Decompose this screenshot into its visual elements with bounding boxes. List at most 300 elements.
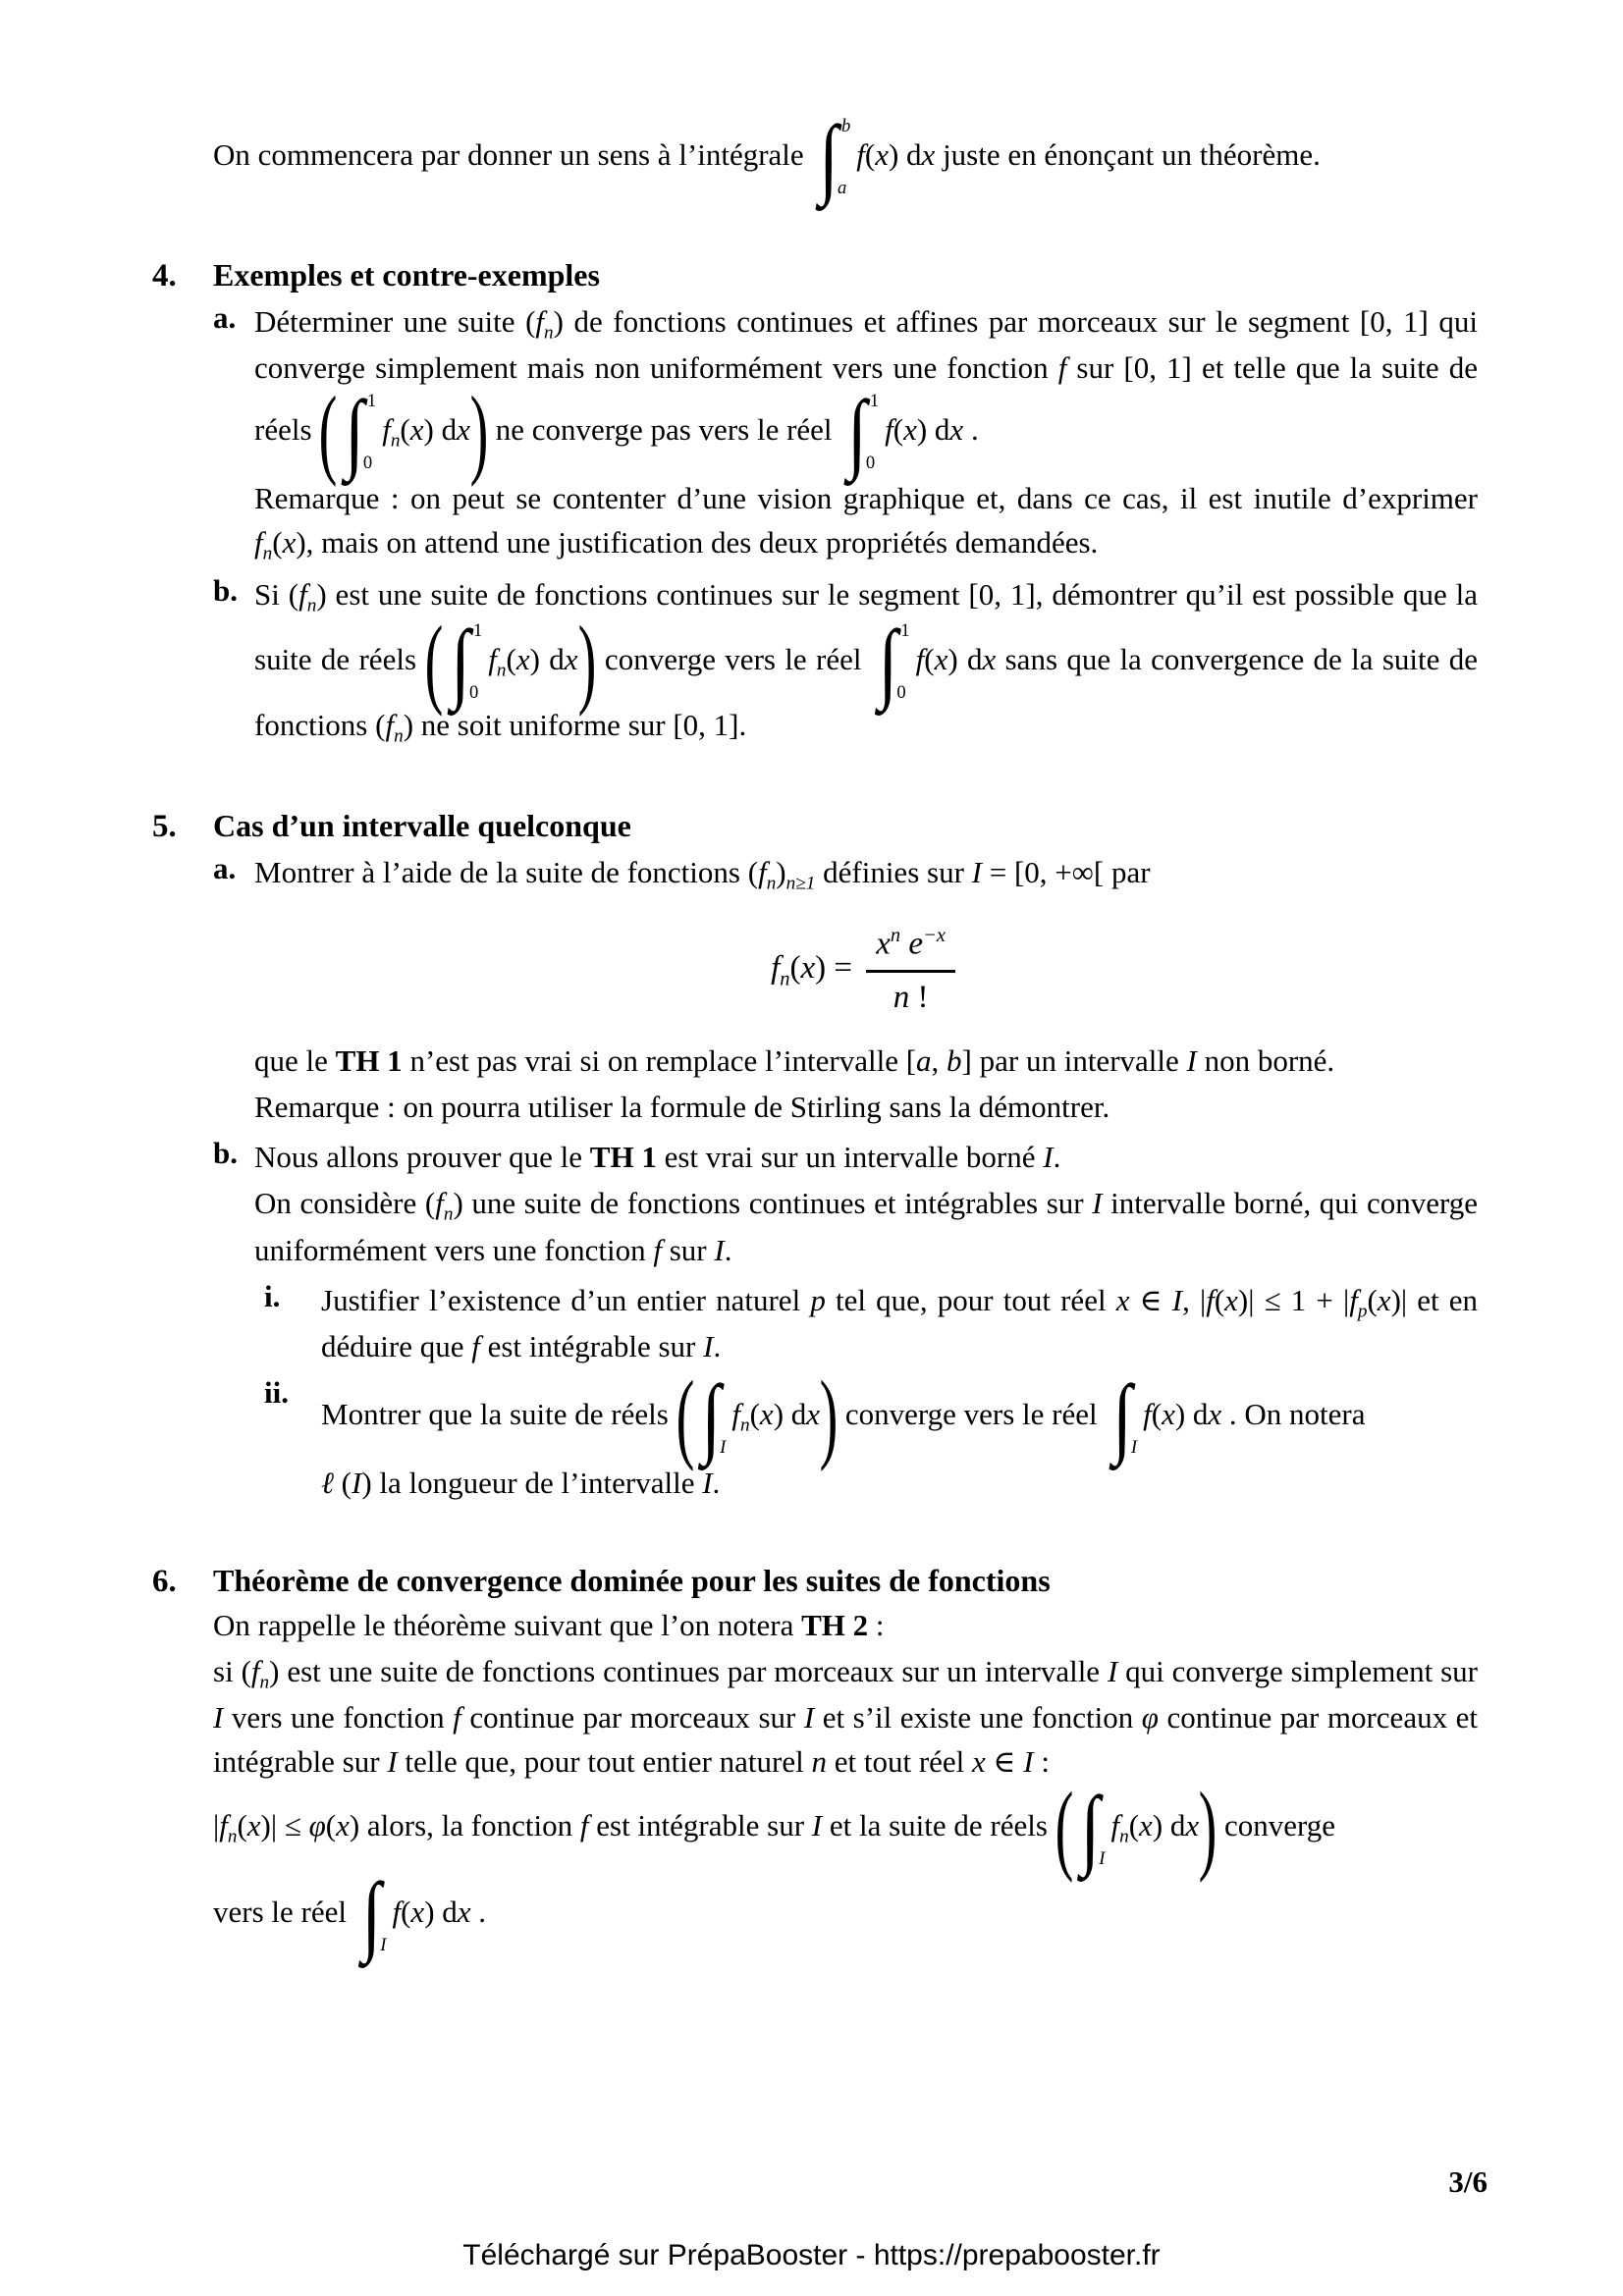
text-run: x: [409, 411, 424, 447]
integral: [878, 612, 910, 712]
text-run: |: [1199, 1282, 1207, 1317]
text-run: n: [893, 979, 910, 1015]
text-run: ): [453, 1186, 463, 1221]
text-run: .: [470, 1894, 487, 1929]
fraction-numerator: [866, 923, 955, 972]
integral-lower-bound: I: [720, 1437, 727, 1459]
text-run: x: [1162, 1397, 1175, 1432]
item-marker: b.: [213, 1136, 238, 1171]
text-run: (: [401, 1894, 411, 1929]
text-run: φ: [308, 1808, 326, 1843]
text-run: converge vers le réel: [838, 1397, 1106, 1432]
text-run: I: [971, 854, 982, 889]
text-run: f: [915, 641, 925, 676]
text-run: x: [336, 1808, 350, 1843]
text-run: I: [1023, 1744, 1034, 1780]
text-run: TH 1: [335, 1043, 403, 1079]
text-run: x: [410, 1894, 425, 1929]
big-paren: ): [819, 1362, 839, 1473]
text-run: (: [237, 1808, 247, 1843]
text-run: On commencera par donner un sens à l’intégrale: [213, 136, 812, 172]
subscript: n: [1119, 1826, 1129, 1847]
text-run: (: [1214, 1282, 1225, 1317]
text-run: définies sur: [815, 854, 972, 889]
section-body: [213, 300, 1478, 751]
text-run: I: [1186, 1043, 1197, 1079]
paragraph: [213, 1864, 1478, 1964]
integral-sign: ∫: [701, 1367, 722, 1468]
text-run: (: [288, 577, 299, 613]
integral-sign: ∫: [847, 383, 867, 483]
text-run: qui converge simplement sur: [1117, 1653, 1478, 1688]
subscript: n: [739, 1415, 750, 1436]
big-paren: (: [676, 1362, 694, 1473]
text-run: :: [868, 1607, 885, 1642]
text-run: (: [333, 1465, 352, 1500]
text-run: I: [213, 1700, 224, 1735]
item-body: [254, 300, 1478, 568]
text-run: [0, 1]: [968, 577, 1036, 613]
text-run: I: [1043, 1140, 1054, 1175]
text-run: ∈: [985, 1744, 1024, 1780]
item-marker: a.: [213, 299, 237, 335]
integral-bounds: [362, 391, 377, 475]
text-run: (: [924, 641, 935, 676]
integral-sign: ∫: [361, 1864, 382, 1964]
text-run: .: [963, 411, 979, 447]
text-run: . On notera: [1221, 1397, 1366, 1432]
integral-upper-bound: b: [840, 116, 851, 136]
integral: [451, 612, 483, 712]
text-run: )|: [1390, 1282, 1408, 1317]
footer-credit: Téléchargé sur PrépaBooster - https://prepabooster.fr: [462, 2239, 1161, 2271]
text-run: ,: [931, 1043, 947, 1079]
integral-sign: ∫: [1112, 1367, 1132, 1468]
text-run: ) =: [815, 950, 861, 987]
text-run: Nous allons prouver que le: [254, 1140, 590, 1175]
text-run: f: [382, 411, 391, 447]
text-run: x: [921, 136, 936, 172]
text-run: x: [1139, 1808, 1153, 1843]
text-run: continue par morceaux et intégrable sur: [213, 1700, 1478, 1780]
text-run: est intégrable sur: [588, 1808, 812, 1843]
integral: [1080, 1779, 1106, 1879]
text-run: Si: [254, 577, 289, 613]
section-title: Cas d’un intervalle quelconque: [213, 807, 631, 843]
text-run: !: [909, 979, 929, 1015]
text-run: f: [471, 1329, 480, 1364]
text-run: (: [325, 1808, 337, 1843]
text-run: ) d: [1152, 1808, 1186, 1843]
text-run: I: [703, 1329, 714, 1364]
text-run: [0, 1]: [673, 708, 739, 743]
text-run: .: [712, 1465, 721, 1500]
paragraph: [213, 1650, 1478, 1785]
integral-lower-bound: 0: [865, 453, 876, 474]
subscript: n: [780, 968, 790, 990]
text-run: (: [749, 1397, 760, 1432]
subscript: n: [262, 543, 273, 564]
integral-lower-bound: 0: [468, 681, 479, 703]
section-body: [213, 851, 1478, 1506]
text-run: )| ≤: [260, 1808, 309, 1843]
text-run: (: [241, 1653, 251, 1688]
paragraph: [254, 477, 1478, 568]
text-run: continue par morceaux sur: [460, 1700, 804, 1735]
display-formula: [254, 923, 1478, 1018]
subscript: n: [443, 1203, 454, 1225]
integral-lower-bound: 0: [896, 681, 906, 703]
big-paren: ): [577, 606, 596, 718]
text-run: x: [800, 950, 816, 987]
text-run: (: [375, 708, 386, 743]
text-run: f: [488, 641, 497, 676]
text-run: ) d: [1174, 1397, 1209, 1432]
fraction: [866, 923, 955, 1018]
text-run: et en déduire que: [321, 1282, 1479, 1364]
text-run: f: [771, 950, 781, 987]
text-run: x: [564, 641, 578, 676]
integral-lower-bound: I: [380, 1934, 387, 1955]
paragraph: [321, 1462, 1478, 1506]
section-number: 6.: [152, 1563, 177, 1599]
text-run: f: [731, 1397, 740, 1432]
page-number: 3/6: [1448, 2164, 1488, 2199]
integral-bounds: [865, 391, 880, 475]
paragraph: [254, 573, 1478, 751]
text-run: est vrai sur un intervalle borné: [656, 1140, 1044, 1175]
text-run: f: [856, 136, 865, 172]
subscript: n≥1: [785, 873, 816, 894]
text-run: ∈: [1129, 1282, 1172, 1317]
item-body: [321, 1279, 1478, 1370]
integral-upper-bound: 1: [900, 619, 910, 641]
text-run: (: [789, 950, 801, 987]
text-run: vers le réel: [213, 1894, 354, 1929]
integral: [345, 383, 377, 483]
integral-sign: ∫: [1080, 1779, 1101, 1879]
text-run: vers une fonction: [223, 1700, 454, 1735]
intro-paragraph: [213, 108, 1478, 208]
section-heading: [152, 1563, 1478, 1600]
text-run: intervalle borné, qui converge uniformément vers une fonction: [254, 1186, 1478, 1267]
list-item: [213, 300, 1478, 568]
text-run: une suite de fonctions continues et intégrables sur: [462, 1186, 1093, 1221]
text-run: ]: [961, 1043, 972, 1079]
text-run: x: [759, 1397, 774, 1432]
text-run: et s’il existe une fonction: [814, 1700, 1142, 1735]
text-run: f: [453, 1700, 461, 1735]
item-body: [321, 1362, 1478, 1505]
text-run: f: [758, 854, 767, 889]
text-run: Justifier l’existence d’un entier naturel: [321, 1282, 811, 1317]
subscript: n: [390, 430, 401, 452]
text-run: (: [893, 411, 904, 447]
integral-bounds: [1099, 1787, 1106, 1871]
text-run: I: [1171, 1282, 1183, 1317]
text-run: x: [903, 411, 917, 447]
text-run: On considère: [254, 1186, 425, 1221]
text-run: (: [400, 411, 410, 447]
text-run: x: [972, 1744, 986, 1780]
item-body: [254, 1136, 1478, 1505]
integral-sign: ∫: [345, 383, 364, 483]
paragraph: [254, 1086, 1478, 1130]
text-run: Déterminer une suite: [254, 303, 526, 339]
text-run: I: [1092, 1186, 1103, 1221]
list-item: [254, 1362, 1478, 1505]
text-run: (: [1151, 1397, 1163, 1432]
text-run: x: [515, 641, 530, 676]
item-marker: b.: [213, 573, 238, 609]
text-run: p: [810, 1282, 826, 1317]
text-run: converge: [1217, 1808, 1336, 1843]
text-run: (: [424, 1186, 436, 1221]
section-intervalle-quelconque: [152, 808, 1478, 1506]
integral-bounds: [896, 619, 910, 705]
integral-bounds: [720, 1375, 727, 1460]
text-run: [0, 1]: [1359, 303, 1429, 339]
text-run: est une suite de fonctions continues sur le segment: [326, 577, 969, 613]
text-run: x: [806, 1397, 821, 1432]
item-marker: i.: [264, 1278, 281, 1313]
paragraph: [254, 851, 1478, 898]
text-run: ) d: [424, 1894, 458, 1929]
text-run: ,: [1182, 1282, 1200, 1317]
text-run: f: [579, 1808, 589, 1843]
text-run: ): [316, 577, 327, 613]
text-run: x: [982, 641, 997, 676]
text-run: f: [885, 411, 893, 447]
subscript: n: [766, 873, 777, 894]
text-run: f: [1349, 1282, 1358, 1317]
text-run: x: [282, 524, 297, 560]
superscript: −x: [923, 925, 946, 947]
text-run: (: [525, 303, 536, 339]
text-run: I: [1107, 1653, 1118, 1688]
text-run: non borné.: [1196, 1043, 1335, 1079]
text-run: f: [219, 1808, 228, 1843]
text-run: x: [1224, 1282, 1238, 1317]
list-item: [254, 1279, 1478, 1370]
subscript: n: [259, 1672, 270, 1693]
text-run: f: [535, 303, 545, 339]
text-run: I: [803, 1700, 815, 1735]
paragraph: [254, 1136, 1478, 1180]
subscript: n: [227, 1826, 238, 1847]
text-run: x: [1185, 1808, 1200, 1843]
subscript: n: [394, 725, 404, 747]
text-run: f: [653, 1232, 662, 1267]
text-run: ): [269, 1653, 280, 1688]
text-run: I: [352, 1465, 362, 1500]
text-run: (: [1367, 1282, 1378, 1317]
integral-upper-bound: 1: [869, 391, 880, 412]
section-number: 4.: [152, 257, 177, 294]
section-exemples: [152, 257, 1478, 751]
text-run: f: [392, 1894, 402, 1929]
integral-bounds: [380, 1873, 387, 1957]
section-title: Exemples et contre-exemples: [213, 256, 600, 293]
text-run: TH 1: [589, 1140, 657, 1175]
text-run: f: [250, 1653, 260, 1688]
text-run: x: [934, 641, 948, 676]
list-item: [213, 573, 1478, 751]
text-run: (: [272, 524, 283, 560]
text-run: sur: [1066, 350, 1124, 386]
paragraph: [213, 1773, 1478, 1885]
text-run: )| ≤ 1 + |: [1237, 1282, 1350, 1317]
text-run: .: [1053, 1140, 1061, 1175]
text-run: x: [1115, 1282, 1130, 1317]
text-run: ): [776, 854, 786, 889]
text-run: ne converge pas vers le réel: [487, 411, 840, 447]
text-run: = [0, +∞[ par: [981, 854, 1151, 889]
text-run: ) d: [916, 411, 950, 447]
text-run: x: [457, 1894, 471, 1929]
text-run: [0, 1]: [1123, 350, 1192, 386]
text-run: .: [724, 1232, 732, 1267]
text-run: ): [349, 1808, 360, 1843]
item-body: [254, 851, 1478, 1131]
big-paren: (: [425, 606, 444, 718]
text-run: .: [738, 708, 747, 743]
integral-lower-bound: I: [1099, 1848, 1106, 1870]
text-run: et tout réel: [826, 1744, 973, 1780]
integral-lower-bound: a: [837, 177, 847, 198]
text-run: que le: [254, 1043, 336, 1079]
fraction-denominator: [866, 973, 955, 1019]
integral-lower-bound: 0: [362, 453, 373, 474]
integral-sign: ∫: [878, 612, 898, 712]
text-run: f: [1110, 1808, 1120, 1843]
text-run: x: [1208, 1397, 1222, 1432]
text-run: et telle que la suite de réels: [254, 350, 1478, 447]
text-run: ): [403, 708, 414, 743]
text-run: I: [387, 1744, 398, 1780]
integral-lower-bound: I: [1130, 1437, 1138, 1459]
text-run: :: [1033, 1744, 1050, 1780]
integral: [819, 108, 851, 208]
subscript: n: [306, 595, 317, 616]
text-run: de fonctions continues et affines par morceaux sur le segment: [563, 303, 1360, 339]
paragraph: [254, 1182, 1478, 1273]
integral-bounds: [468, 619, 483, 705]
text-run: x: [876, 926, 891, 962]
text-run: converge vers le réel: [595, 641, 871, 676]
text-run: , démontrer qu’il est possible que la suite de réels: [254, 577, 1478, 676]
text-run: Montrer à l’aide de la suite de fonctions: [254, 854, 748, 889]
text-run: (: [506, 641, 516, 676]
text-run: n’est pas vrai si on remplace l’intervalle [: [402, 1043, 917, 1079]
text-run: n: [811, 1744, 827, 1780]
text-run: e: [908, 926, 924, 962]
text-run: ) d: [888, 136, 922, 172]
text-run: ) d: [423, 411, 458, 447]
paragraph: [254, 1040, 1478, 1084]
item-body: [254, 573, 1478, 751]
text-run: ne soit uniforme sur: [413, 708, 674, 743]
text-run: f: [1057, 350, 1067, 386]
subscript: p: [1357, 1301, 1368, 1322]
big-paren: (: [1055, 1773, 1074, 1885]
text-run: ): [296, 524, 306, 560]
text-run: est intégrable sur: [479, 1329, 704, 1364]
text-run: x: [1377, 1282, 1391, 1317]
section-heading: [152, 808, 1478, 845]
text-run: I: [714, 1232, 725, 1267]
text-run: Remarque : on pourra utiliser la formule de Stirling sans la démontrer.: [254, 1090, 1110, 1125]
section-heading: [152, 257, 1478, 294]
paragraph: [321, 1362, 1478, 1473]
integral: [701, 1367, 727, 1468]
paragraph: [254, 300, 1478, 489]
text-run: telle que, pour tout entier naturel: [397, 1744, 812, 1780]
item-marker: a.: [213, 850, 237, 885]
section-convergence-dominee: [152, 1562, 1478, 1964]
section-number: 5.: [152, 808, 177, 844]
superscript: n: [890, 925, 901, 947]
text-run: ) d: [773, 1397, 807, 1432]
subscript: n: [544, 322, 554, 344]
integral: [1112, 1367, 1138, 1468]
text-run: qui converge simplement mais non uniformément vers une fonction: [254, 303, 1478, 386]
text-run: f: [254, 524, 263, 560]
text-run: I: [811, 1808, 823, 1843]
paragraph: [213, 1604, 1478, 1648]
text-run: φ: [1141, 1700, 1159, 1735]
text-run: ℓ: [321, 1465, 334, 1500]
text-run: b: [947, 1043, 962, 1079]
text-run: .: [713, 1329, 722, 1364]
text-run: ) d: [529, 641, 565, 676]
text-run: f: [298, 577, 307, 613]
integral-bounds: [837, 116, 851, 200]
text-run: (: [864, 136, 876, 172]
text-run: ) d: [947, 641, 983, 676]
list-item: [213, 851, 1478, 1131]
text-run: Remarque : on peut se contenter d’une vision graphique et, dans ce cas, il est inutile d’exprimer: [254, 480, 1478, 515]
document-content: [152, 108, 1479, 1964]
text-run: f: [435, 1186, 444, 1221]
integral-sign: ∫: [819, 108, 839, 208]
text-run: x: [457, 411, 470, 447]
big-paren: ): [469, 377, 489, 489]
text-run: alors, la fonction: [359, 1808, 580, 1843]
integral-sign: ∫: [451, 612, 470, 712]
text-run: |: [213, 1808, 220, 1843]
section-body: [213, 1604, 1478, 1964]
text-run: x: [246, 1808, 261, 1843]
section-title: Théorème de convergence dominée pour les suites de fonctions: [213, 1562, 1051, 1598]
text-run: , mais on attend une justification des deux propriétés demandées.: [305, 524, 1099, 560]
text-run: est une suite de fonctions continues par morceaux sur un intervalle: [279, 1653, 1108, 1688]
item-marker: ii.: [264, 1375, 289, 1411]
text-run: f: [1206, 1282, 1215, 1317]
big-paren: (: [318, 377, 338, 489]
text-run: f: [385, 708, 395, 743]
text-run: juste en énonçant un théorème.: [935, 136, 1321, 172]
text-run: (: [747, 854, 759, 889]
text-run: ) la longueur de l’intervalle: [361, 1465, 703, 1500]
text-run: ): [553, 303, 564, 339]
text-run: sans que la convergence de la suite de fonctions: [254, 641, 1479, 743]
text-run: Montrer que la suite de réels: [321, 1397, 676, 1432]
text-run: tel que, pour tout réel: [825, 1282, 1116, 1317]
text-run: x: [949, 411, 964, 447]
text-run: I: [702, 1465, 713, 1500]
integral: [847, 383, 880, 483]
